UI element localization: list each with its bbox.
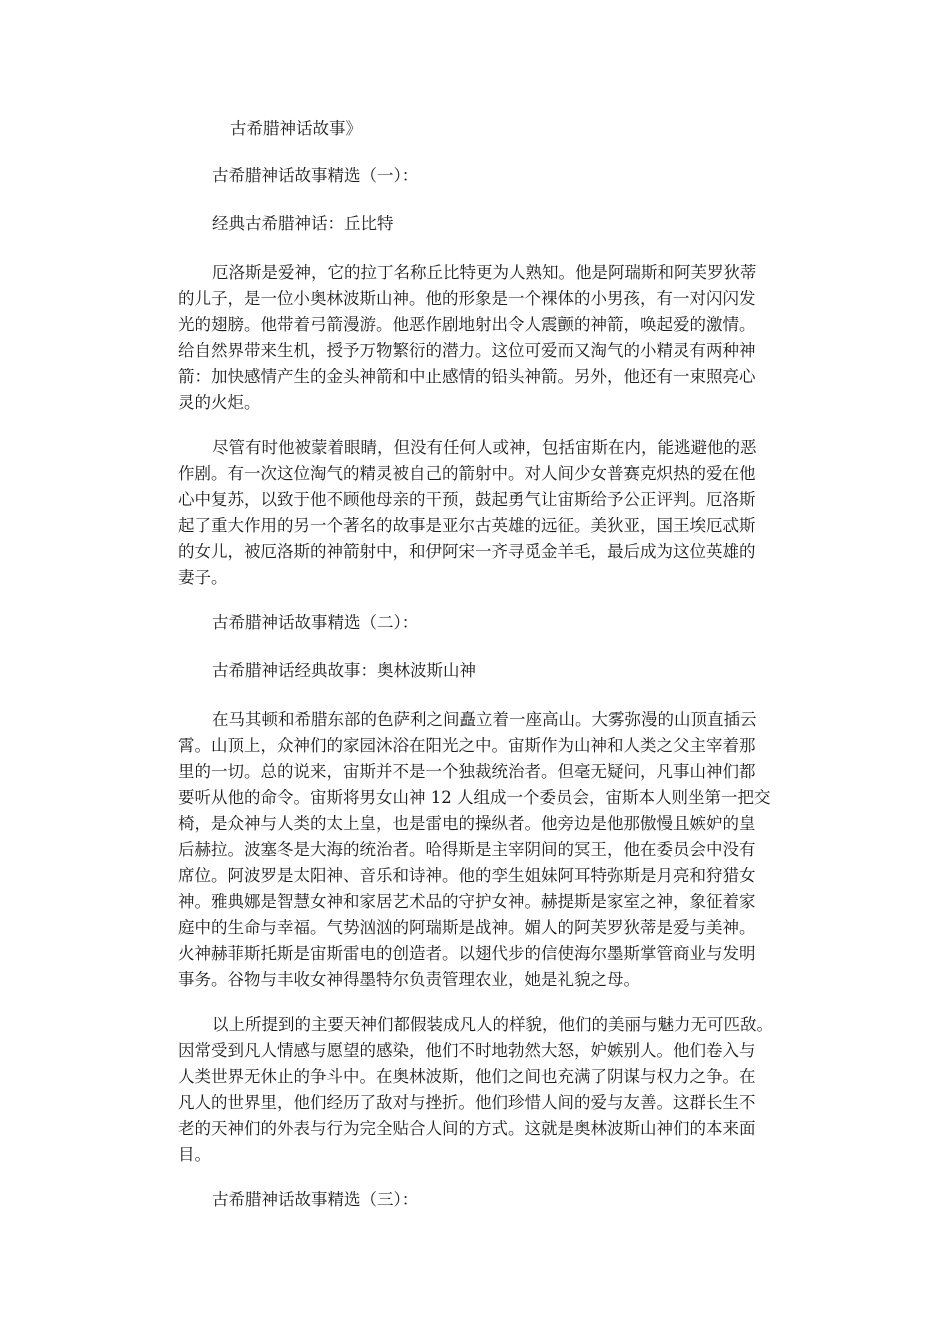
paragraph-line: 霄。山顶上，众神们的家园沐浴在阳光之中。宙斯作为山神和人类之父主宰着那 [178,736,756,755]
paragraph-line: 箭：加快感情产生的金头神箭和中止感情的铅头神箭。另外，他还有一束照亮心 [178,367,756,386]
paragraph-line: 厄洛斯是爱神，它的拉丁名称丘比特更为人熟知。他是阿瑞斯和阿芙罗狄蒂 [212,263,757,282]
paragraph-line: 庭中的生命与幸福。气势汹汹的阿瑞斯是战神。媚人的阿芙罗狄蒂是爱与美神。 [178,918,756,937]
paragraph-line: 以上所提到的主要天神们都假装成凡人的样貌，他们的美丽与魅力无可匹敌。 [212,1015,773,1034]
section-2-subheading: 古希腊神话经典故事：奥林波斯山神 [212,661,476,680]
paragraph-line: 的女儿，被厄洛斯的神箭射中，和伊阿宋一齐寻觅金羊毛，最后成为这位英雄的 [178,542,756,561]
paragraph-line: 事务。谷物与丰收女神得墨特尔负责管理农业，她是礼貌之母。 [178,970,640,989]
paragraph-line: 神。雅典娜是智慧女神和家居艺术品的守护女神。赫提斯是家室之神，象征着家 [178,892,756,911]
paragraph-line: 椅，是众神与人类的太上皇，也是雷电的操纵者。他旁边是他那傲慢且嫉妒的皇 [178,814,756,833]
paragraph-line: 灵的火炬。 [178,393,261,412]
paragraph-line: 尽管有时他被蒙着眼睛，但没有任何人或神，包括宙斯在内，能逃避他的恶 [212,438,757,457]
paragraph-line: 目。 [178,1145,211,1164]
paragraph-line: 人类世界无休止的争斗中。在奥林波斯，他们之间也充满了阴谋与权力之争。在 [178,1067,756,1086]
paragraph-line: 因常受到凡人情感与愿望的感染，他们不时地勃然大怒，妒嫉别人。他们卷入与 [178,1041,756,1060]
paragraph-line: 里的一切。总的说来，宙斯并不是一个独裁统治者。但毫无疑问，凡事山神们都 [178,762,756,781]
section-1-heading: 古希腊神话故事精选（一）： [212,166,419,185]
section-2-heading: 古希腊神话故事精选（二）： [212,613,419,632]
section-1-subheading: 经典古希腊神话：丘比特 [212,214,394,233]
document-title: 古希腊神话故事》 [230,119,362,138]
paragraph-line: 火神赫菲斯托斯是宙斯雷电的创造者。以翅代步的信使海尔墨斯掌管商业与发明 [178,944,756,963]
paragraph-line: 的儿子，是一位小奥林波斯山神。他的形象是一个裸体的小男孩，有一对闪闪发 [178,289,756,308]
paragraph-line: 作剧。有一次这位淘气的精灵被自己的箭射中。对人间少女普赛克炽热的爱在他 [178,464,756,483]
paragraph-line: 凡人的世界里，他们经历了敌对与挫折。他们珍惜人间的爱与友善。这群长生不 [178,1093,756,1112]
paragraph-line: 席位。阿波罗是太阳神、音乐和诗神。他的孪生姐妹阿耳特弥斯是月亮和狩猎女 [178,866,756,885]
paragraph-line: 后赫拉。波塞冬是大海的统治者。哈得斯是主宰阴间的冥王，他在委员会中没有 [178,840,756,859]
paragraph-line: 老的天神们的外表与行为完全贴合人间的方式。这就是奥林波斯山神们的本来面 [178,1119,756,1138]
paragraph-line: 要听从他的命令。宙斯将男女山神 12 人组成一个委员会，宙斯本人则坐第一把交 [178,788,771,807]
section-3-heading: 古希腊神话故事精选（三）： [212,1190,419,1209]
paragraph-line: 光的翅膀。他带着弓箭漫游。他恶作剧地射出令人震颤的神箭，唤起爱的激情。 [178,315,756,334]
paragraph-line: 在马其顿和希腊东部的色萨利之间矗立着一座高山。大雾弥漫的山顶直插云 [212,710,757,729]
paragraph-line: 给自然界带来生机，授予万物繁衍的潜力。这位可爱而又淘气的小精灵有两种神 [178,341,756,360]
paragraph-line: 妻子。 [178,568,228,587]
paragraph-line: 起了重大作用的另一个著名的故事是亚尔古英雄的远征。美狄亚，国王埃厄忒斯 [178,516,756,535]
paragraph-line: 心中复苏，以致于他不顾他母亲的干预，鼓起勇气让宙斯给予公正评判。厄洛斯 [178,490,756,509]
